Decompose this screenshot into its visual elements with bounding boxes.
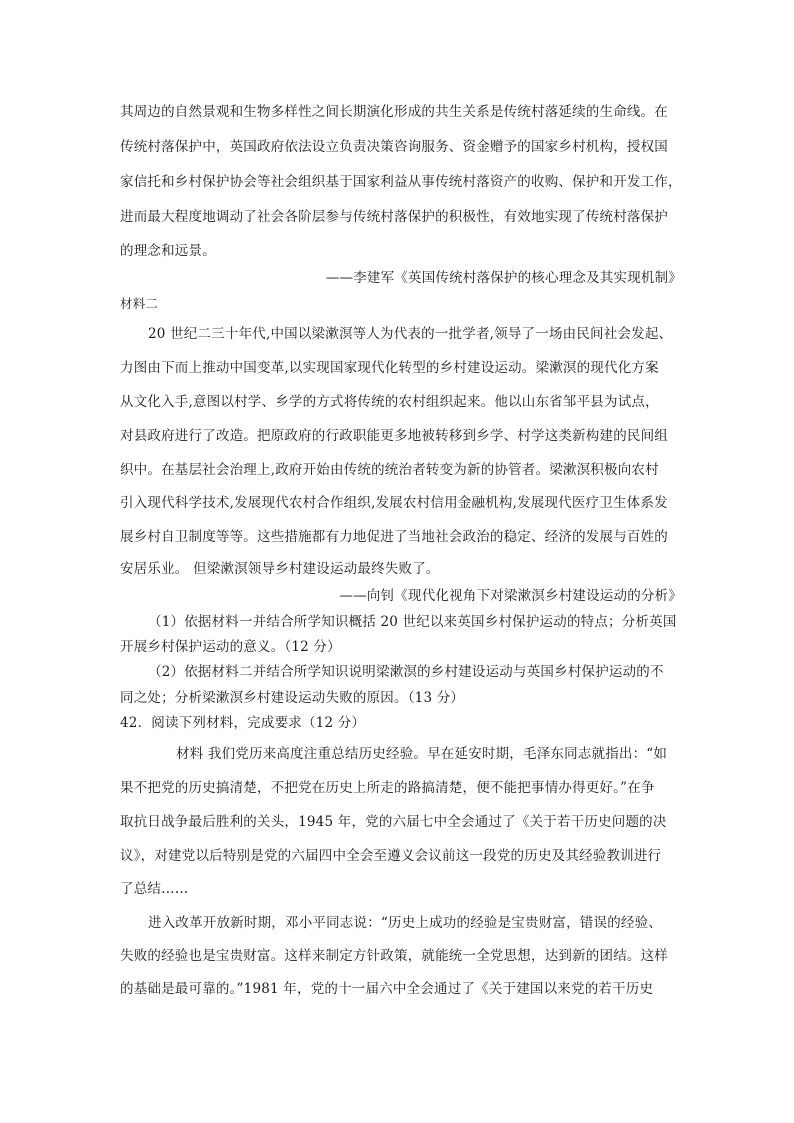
paragraph-line: 了总结……	[120, 881, 189, 897]
paragraph-line: 20 世纪二三十年代,中国以梁漱溟等人为代表的一批学者,领导了一场由民间社会发起、	[148, 326, 673, 342]
paragraph-line: 进入改革开放新时期，邓小平同志说：“历史上成功的经验是宝贵财富，错误的经验、	[148, 915, 663, 931]
paragraph-line: 进而最大程度地调动了社会各阶层参与传统村落保护的积极性，有效地实现了传统村落保护	[120, 209, 668, 225]
citation-source: ——李建军《英国传统村落保护的核心理念及其实现机制》	[325, 270, 682, 286]
paragraph-line: 的理念和远景。	[120, 243, 216, 259]
paragraph-line: 展乡村自卫制度等等。这些措施都有力地促进了当地社会政治的稳定、经济的发展与百姓的	[120, 529, 668, 545]
question-line: （1）依据材料一并结合所学知识概括 20 世纪以来英国乡村保护运动的特点；分析英国	[148, 614, 677, 630]
paragraph-line: 对县政府进行了改造。把原政府的行政职能更多地被转移到乡学、村学这类新构建的民间组	[120, 428, 668, 444]
citation-source: ——向钊《现代化视角下对梁漱溟乡村建设运动的分析》	[339, 588, 682, 604]
paragraph-line: 材料 我们党历来高度注重总结历史经验。早在延安时期，毛泽东同志就指出：“如	[176, 746, 668, 762]
paragraph-line: 议》，对建党以后特别是党的六届四中全会至遵义会议前这一段党的历史及其经验教训进行	[120, 848, 662, 864]
material-label: 材料二	[120, 296, 159, 311]
paragraph-line: 的基础是最可靠的。”1981 年，党的十一届六中全会通过了《关于建国以来党的若干历史	[120, 981, 654, 997]
paragraph-line: 引入现代科学技术,发展现代农村合作组织,发展农村信用金融机构,发展现代医疗卫生体系发	[120, 495, 668, 511]
question-line: 开展乡村保护运动的意义。（12 分）	[120, 639, 341, 655]
question-line: （2）依据材料二并结合所学知识说明梁漱溟的乡村建设运动与英国乡村保护运动的不	[148, 664, 664, 680]
paragraph-line: 果不把党的历史搞清楚，不把党在历史上所走的路搞清楚，便不能把事情办得更好。”在争	[120, 780, 655, 796]
paragraph-line: 安居乐业。 但梁漱溟领导乡村建设运动最终失败了。	[120, 561, 440, 577]
paragraph-line: 力图由下而上推动中国变革,以实现国家现代化转型的乡村建设运动。梁漱溟的现代化方案	[120, 360, 659, 376]
paragraph-line: 从文化入手,意图以村学、乡学的方式将传统的农村组织起来。他以山东省邹平县为试点，	[120, 394, 659, 410]
paragraph-line: 其周边的自然景观和生物多样性之间长期演化形成的共生关系是传统村落延续的生命线。在	[120, 104, 668, 120]
question-line: 同之处；分析梁漱溟乡村建设运动失败的原因。（13 分）	[120, 690, 465, 706]
paragraph-line: 家信托和乡村保护协会等社会组织基于国家利益从事传统村落资产的收购、保护和开发工作，	[120, 174, 682, 190]
paragraph-line: 织中。在基层社会治理上,政府开始由传统的统治者转变为新的协管者。梁漱溟积极向农村	[120, 462, 659, 478]
question-heading: 42．阅读下列材料，完成要求（12 分）	[120, 715, 366, 731]
paragraph-line: 失败的经验也是宝贵财富。这样来制定方针政策，就能统一全党思想，达到新的团结。这样	[120, 948, 668, 964]
paragraph-line: 传统村落保护中，英国政府依法设立负责决策咨询服务、资金赠予的国家乡村机构，授权国	[120, 139, 668, 155]
paragraph-line: 取抗日战争最后胜利的关头，1945 年，党的六届七中全会通过了《关于若干历史问题的决	[120, 814, 667, 830]
